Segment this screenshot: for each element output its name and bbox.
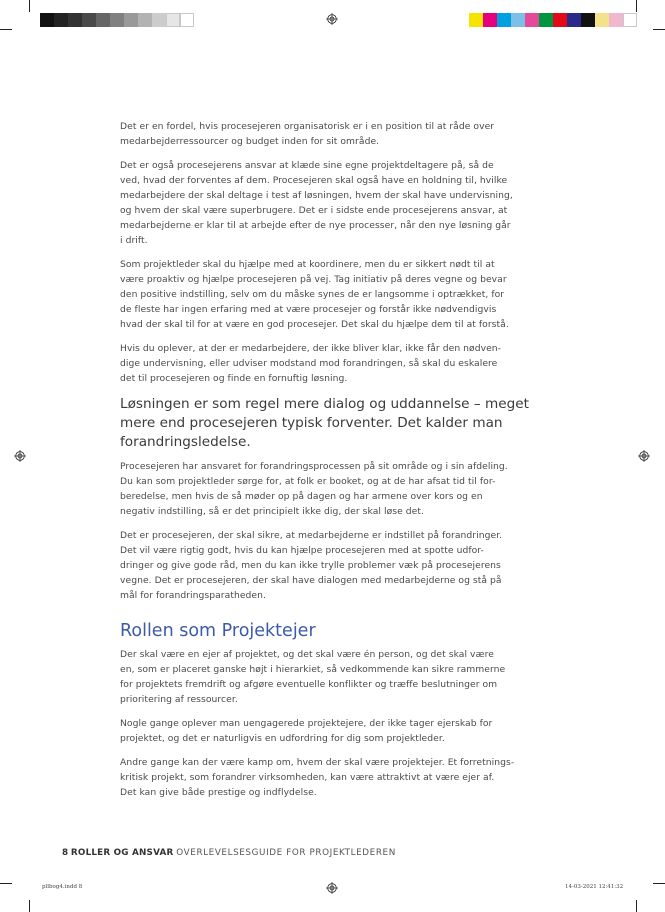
process-color-swatch [623,13,637,27]
text-line: prioritering af ressourcer. [120,694,238,705]
text-line: negativ indstilling, så er det principielt ikke dig, der skal løse det. [120,506,424,517]
crop-mark-top-right-vertical [636,0,637,12]
footer-guide-title: OVERLEVELSESGUIDE FOR PROJEKTLEDEREN [176,848,396,858]
grayscale-swatch [124,13,138,27]
crop-mark-bottom-left-horizontal [0,883,12,884]
text-line: medarbejdere der skal deltage i test af løsningen, hvem der skal have undervisning, [120,190,513,201]
paragraph [120,119,545,149]
pull-quote-line: forandringsledelse. [120,434,251,450]
text-line: projektet, og det er naturligvis en udfordring for dig som projektleder. [120,733,445,744]
grayscale-swatch [96,13,110,27]
text-line: de fleste har ingen erfaring med at være procesejer og forstår ikke nødvendigvis [120,304,497,315]
footer-section-title: ROLLER OG ANSVAR [70,848,174,858]
registration-mark-left-icon [14,450,26,462]
text-line: Som projektleder skal du hjælpe med at koordinere, men du er sikkert nødt til at [120,259,495,270]
paragraph-group-c [120,647,545,800]
grayscale-swatch [180,13,194,27]
pull-quote [120,395,545,452]
paragraph [120,158,545,248]
grayscale-color-bar [40,13,194,27]
pull-quote-line: mere end procesejeren typisk forventer. Det kalder man [120,415,503,431]
crop-mark-bottom-left-vertical [29,900,30,912]
text-line: Procesejeren har ansvaret for forandringsprocessen på sit område og i sin afdeling. [120,461,508,472]
grayscale-swatch [152,13,166,27]
process-color-swatch [483,13,497,27]
text-line: i drift. [120,235,148,246]
text-line: være proaktiv og hjælpe procesejeren på vej. Tag initiativ på deres vegne og bevar [120,274,507,285]
paragraph-group-a [120,119,545,386]
paragraph [120,459,545,519]
process-color-swatch [511,13,525,27]
crop-mark-top-left-vertical [29,0,30,12]
slug-datetime: 14-03-2021 12:41:32 [565,884,624,890]
paragraph-group-b [120,459,545,603]
text-line: Der skal være en ejer af projektet, og det skal være én person, og det skal være [120,649,494,660]
crop-mark-top-right-horizontal [653,29,665,30]
registration-mark-right-icon [638,450,650,462]
grayscale-swatch [138,13,152,27]
process-color-swatch [469,13,483,27]
process-color-swatch [539,13,553,27]
paragraph [120,647,545,707]
text-line: beredelse, men hvis de så møder op på dagen og har armene over kors og en [120,491,483,502]
text-line: hvad der skal til for at være en god procesejer. Det skal du hjælpe dem til at forstå. [120,319,509,330]
slug-filename: pllbog4.indd 8 [42,884,83,890]
text-line: en, som er placeret ganske højt i hierarkiet, så vedkommende kan sikre rammerne [120,664,506,675]
text-line: for projektets fremdrift og afgøre eventuelle konflikter og træffe beslutninger om [120,679,498,690]
grayscale-swatch [54,13,68,27]
text-line: Det kan give både prestige og indflydelse. [120,787,317,798]
grayscale-swatch [68,13,82,27]
text-line: medarbejderressourcer og budget inden for sit område. [120,136,380,147]
text-line: den positive indstilling, selv om du måske synes de er langsomme i optrækket, for [120,289,505,300]
text-line: Nogle gange oplever man uengagerede projektejere, der ikke tager ejerskab for [120,718,493,729]
process-color-swatch [497,13,511,27]
text-line: Det er også procesejerens ansvar at klæde sine egne projektdeltagere på, så de [120,160,494,171]
paragraph [120,716,545,746]
text-line: det til procesejeren og finde en fornuftig løsning. [120,373,348,384]
pull-quote-line: Løsningen er som regel mere dialog og uddannelse – meget [120,396,529,412]
page-footer [62,848,396,858]
paragraph [120,341,545,386]
process-color-swatch [581,13,595,27]
text-line: Det er en fordel, hvis procesejeren organisatorisk er i en position til at råde over [120,121,495,132]
crop-mark-bottom-right-vertical [636,900,637,912]
text-line: ved, hvad der forventes af dem. Procesejeren skal også have en holdning til, hvilke [120,175,508,186]
grayscale-swatch [110,13,124,27]
grayscale-swatch [166,13,180,27]
page-number: 8 [62,848,69,858]
crop-mark-bottom-right-horizontal [653,883,665,884]
process-color-swatch [609,13,623,27]
paragraph [120,257,545,332]
text-line: Det vil være rigtig godt, hvis du kan hjælpe procesejeren med at spotte udfor- [120,545,484,556]
registration-mark-bottom-icon [326,882,338,894]
grayscale-swatch [82,13,96,27]
body-text [120,119,545,809]
text-line: dringer og give gode råd, men du kan ikke trylle problemer væk på procesejerens [120,560,501,571]
text-line: Hvis du oplever, at der er medarbejdere, der ikke bliver klar, ikke får den nødven- [120,343,502,354]
text-line: medarbejderne er klar til at arbejde efter de nye processer, når den nye løsning går [120,220,511,231]
text-line: kritisk projekt, som forandrer virksomheden, kan være attraktivt at være ejer af. [120,772,495,783]
text-line: mål for forandringsparatheden. [120,590,266,601]
process-color-swatch [525,13,539,27]
process-color-swatch [595,13,609,27]
registration-mark-top-icon [326,13,338,25]
crop-mark-top-left-horizontal [0,29,12,30]
text-line: dige undervisning, eller udviser modstand mod forandringen, så skal du eskalere [120,358,498,369]
text-line: Andre gange kan der være kamp om, hvem der skal være projektejer. Et forretnings- [120,757,515,768]
process-color-swatch [567,13,581,27]
text-line: vegne. Det er procesejeren, der skal have dialogen med medarbejderne og stå på [120,575,502,586]
paragraph [120,755,545,800]
grayscale-swatch [40,13,54,27]
process-color-swatch [553,13,567,27]
section-heading: Rollen som Projektejer [120,621,316,641]
text-line: Det er procesejeren, der skal sikre, at medarbejderne er indstillet på forandringer. [120,530,503,541]
text-line: Du kan som projektleder sørge for, at folk er booket, og at de har afsat tid til for- [120,476,496,487]
process-color-bar [469,13,637,27]
text-line: og hvem der skal være superbrugere. Det er i sidste ende procesejerens ansvar, at [120,205,508,216]
paragraph [120,528,545,603]
